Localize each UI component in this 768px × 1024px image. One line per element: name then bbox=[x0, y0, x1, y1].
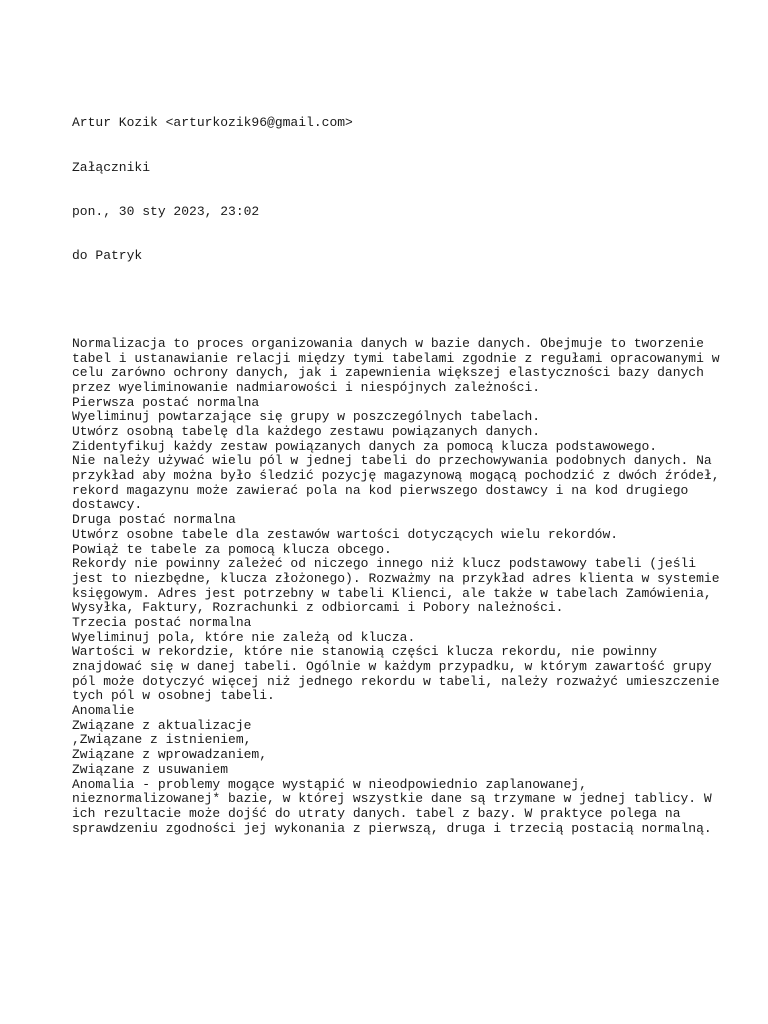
body-line: Wyeliminuj pola, które nie zależą od klucza. bbox=[72, 629, 416, 645]
body-line: Rekordy nie powinny zależeć od niczego innego niż klucz podstawowy tabeli (jeśli bbox=[72, 556, 697, 572]
message-body bbox=[72, 337, 732, 836]
body-line: rekord magazynu może zawierać pola na kod pierwszego dostawcy i na kod drugiego bbox=[72, 482, 689, 498]
body-line: ,Związane z istnieniem, bbox=[72, 732, 252, 748]
body-line: Zidentyfikuj każdy zestaw powiązanych danych za pomocą klucza podstawowego. bbox=[72, 438, 658, 454]
body-line: Nie należy używać wielu pól w jednej tabeli do przechowywania podobnych danych. Na bbox=[72, 453, 712, 469]
body-line: nieznormalizowanej* bazie, w której wszystkie dane są trzymane w jednej tablicy. W bbox=[72, 791, 712, 807]
body-line: Pierwsza postać normalna bbox=[72, 394, 260, 410]
body-line: pól może dotyczyć więcej niż jednego rekordu w tabeli, należy rozważyć umieszczenie bbox=[72, 673, 720, 689]
body-line: Trzecia postać normalna bbox=[72, 614, 252, 630]
subject-line: Załączniki bbox=[72, 159, 151, 175]
body-line: celu zarówno ochrony danych, jak i zapewnienia większej elastyczności bazy danych bbox=[72, 365, 704, 381]
body-line: Druga postać normalna bbox=[72, 512, 236, 528]
body-line: Wysyłka, Faktury, Rozrachunki z odbiorcami i Pobory należności. bbox=[72, 600, 564, 616]
body-line: Normalizacja to proces organizowania danych w bazie danych. Obejmuje to tworzenie bbox=[72, 335, 704, 351]
body-line: ich rezultacie może dojść do utraty danych. tabel z bazy. W praktyce polega na bbox=[72, 805, 681, 821]
body-line: Utwórz osobną tabelę dla każdego zestawu powiązanych danych. bbox=[72, 424, 541, 439]
email-document bbox=[72, 87, 732, 851]
body-line: Związane z wprowadzaniem, bbox=[72, 747, 268, 763]
sender-line: Artur Kozik <arturkozik96@gmail.com> bbox=[72, 115, 353, 131]
spacer bbox=[72, 293, 732, 308]
body-line: dostawcy. bbox=[72, 497, 143, 513]
recipient-line: do Patryk bbox=[72, 247, 143, 263]
body-line: sprawdzeniu zgodności jej wykonania z pierwszą, druga i trzecią postacią normalną. bbox=[72, 820, 712, 836]
body-line: tabel i ustanawianie relacji między tymi tabelami zgodnie z regułami opracowanymi w bbox=[72, 350, 720, 366]
date-line: pon., 30 sty 2023, 23:02 bbox=[72, 203, 260, 219]
body-line: Powiąż te tabele za pomocą klucza obcego. bbox=[72, 541, 392, 557]
body-line: przykład aby można było śledzić pozycję magazynową mogącą pochodzić z dwóch źródeł, bbox=[72, 468, 720, 484]
body-line: księgowym. Adres jest potrzebny w tabeli Klienci, ale także w tabelach Zamówienia, bbox=[72, 585, 712, 601]
body-line: Związane z aktualizacje bbox=[72, 717, 252, 733]
body-line: przez wyeliminowanie nadmiarowości i niespójnych zależności. bbox=[72, 379, 541, 395]
body-line: jest to niezbędne, klucza złożonego). Rozważmy na przykład adres klienta w systemie bbox=[72, 570, 720, 586]
body-line: Utwórz osobne tabele dla zestawów wartości dotyczących wielu rekordów. bbox=[72, 526, 619, 542]
body-line: Związane z usuwaniem bbox=[72, 761, 229, 777]
body-line: tych pól w osobnej tabeli. bbox=[72, 688, 275, 704]
body-line: Wartości w rekordzie, które nie stanowią części klucza rekordu, nie powinny bbox=[72, 644, 658, 660]
body-line: znajdować się w danej tabeli. Ogólnie w każdym przypadku, w którym zawartość grupy bbox=[72, 659, 712, 674]
body-line: Anomalia - problemy mogące wystąpić w nieodpowiednio zaplanowanej, bbox=[72, 776, 587, 792]
body-line: Anomalie bbox=[72, 703, 135, 719]
body-line: Wyeliminuj powtarzające się grupy w poszczególnych tabelach. bbox=[72, 409, 541, 425]
